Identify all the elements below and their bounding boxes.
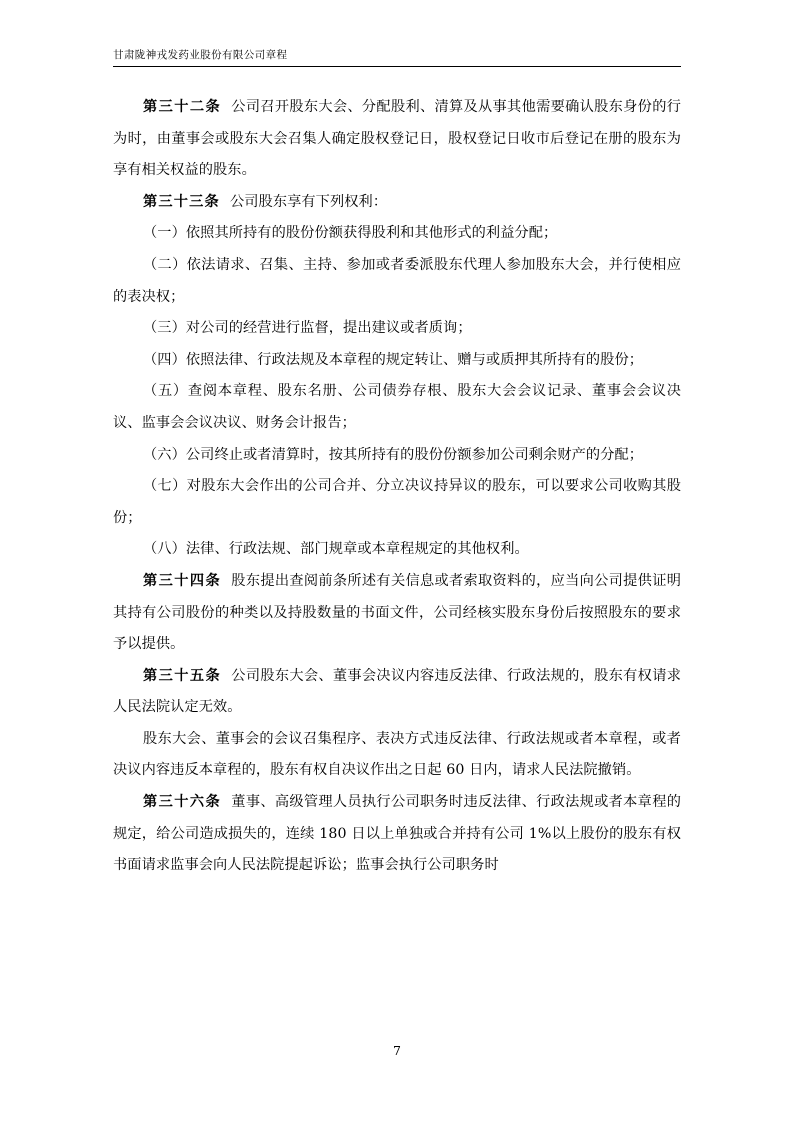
list-item: （八）法律、行政法规、部门规章或本章程规定的其他权利。: [143, 541, 529, 558]
list-item: （六）公司终止或者清算时，按其所持有的股份份额参加公司剩余财产的分配；: [143, 446, 644, 463]
article-paragraph: [113, 661, 681, 724]
article-label: 第三十三条: [143, 193, 220, 210]
list-item: （五）查阅本章程、股东名册、公司债券存根、股东大会会议记录、董事会会议决议、监事会会议决议、财务会计报告；: [113, 383, 681, 431]
article-label: 第三十四条: [143, 572, 222, 589]
list-item: （七）对股东大会作出的公司合并、分立决议持异议的股东，可以要求公司收购其股份；: [113, 478, 681, 526]
header-divider: [113, 66, 681, 67]
article-paragraph: [113, 92, 681, 187]
page-body: [113, 92, 681, 882]
article-text: 股东提出查阅前条所述有关信息或者索取资料的，应当向公司提供证明其持有公司股份的种类以及持股数量的书面文件，公司经核实股东身份后按照股东的要求予以提供。: [113, 572, 681, 653]
article-paragraph: [113, 787, 681, 882]
list-item: （三）对公司的经营进行监督，提出建议或者质询；: [143, 320, 472, 337]
page-footer: [0, 1040, 794, 1059]
article-paragraph: [113, 566, 681, 661]
article-text: 公司股东大会、董事会决议内容违反法律、行政法规的，股东有权请求人民法院认定无效。: [113, 667, 681, 716]
body-paragraph: 股东大会、董事会的会议召集程序、表决方式违反法律、行政法规或者本章程，或者决议内容违反本章程的，股东有权自决议作出之日起 60 日内，请求人民法院撤销。: [113, 730, 681, 779]
list-item: （一）依照其所持有的股份份额获得股利和其他形式的利益分配；: [143, 225, 558, 242]
page-header: [113, 47, 681, 67]
list-item: （二）依法请求、召集、主持、参加或者委派股东代理人参加股东大会，并行使相应的表决权；: [113, 256, 681, 305]
article-label: 第三十二条: [143, 99, 222, 115]
page-number: 7: [393, 1043, 401, 1058]
article-text: 公司召开股东大会、分配股利、清算及从事其他需要确认股东身份的行为时，由董事会或股东大会召集人确定股权登记日，股权登记日收市后登记在册的股东为享有相关权益的股东。: [113, 99, 681, 179]
article-text: 公司股东享有下列权利：: [229, 193, 388, 210]
list-item: （四）依照法律、行政法规及本章程的规定转让、赠与或质押其所持有的股份；: [143, 351, 644, 368]
article-paragraph: [113, 187, 681, 219]
running-title: 甘肃陇神戎发药业股份有限公司章程: [113, 49, 288, 61]
article-text: 董事、高级管理人员执行公司职务时违反法律、行政法规或者本章程的规定，给公司造成损失的，连续 180 日以上单独或合并持有公司 1%以上股份的股东有权书面请求监事会向人民法院提起诉讼；监事会执行公司职务时: [113, 794, 681, 874]
article-label: 第三十五条: [143, 667, 222, 684]
article-label: 第三十六条: [143, 794, 222, 811]
